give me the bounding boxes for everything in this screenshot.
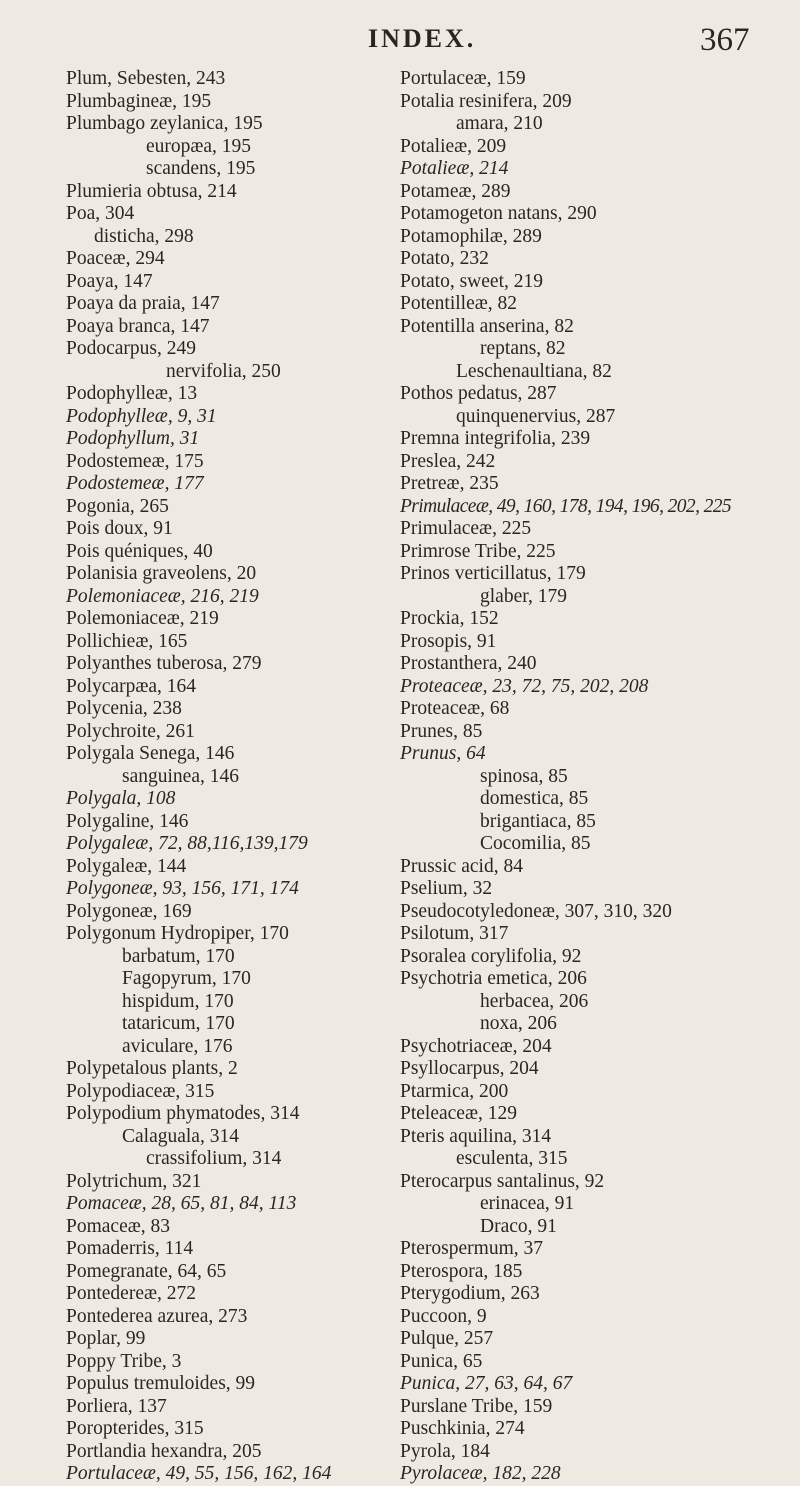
index-entry: Polygonum Hydropiper, 170 (66, 923, 289, 944)
index-entry: hispidum, 170 (122, 990, 234, 1012)
index-entry: Proteaceæ, 68 (400, 698, 510, 719)
index-entry: Polanisia graveolens, 20 (66, 563, 257, 584)
index-entry: Pseudocotyledoneæ, 307, 310, 320 (400, 900, 672, 922)
index-entry: Populus tremuloides, 99 (66, 1373, 256, 1394)
index-entry: Polygaleæ, 144 (66, 855, 187, 877)
index-entry: Pulque, 257 (400, 1328, 494, 1349)
index-entry: Plumieria obtusa, 214 (66, 180, 237, 202)
index-entry: Potalieæ, 214 (400, 158, 509, 179)
index-entry: Purslane Tribe, 159 (400, 1395, 553, 1417)
index-entry: Podostemeæ, 175 (66, 450, 204, 472)
index-entry: Pomaceæ, 28, 65, 81, 84, 113 (66, 1193, 297, 1214)
index-entry: esculenta, 315 (456, 1148, 568, 1169)
index-entry: Psychotria emetica, 206 (400, 968, 587, 989)
index-entry: Polemoniaceæ, 216, 219 (66, 585, 259, 607)
index-entry: Puccoon, 9 (400, 1305, 487, 1327)
index-entry: Portulaceæ, 49, 55, 156, 162, 164 (66, 1463, 332, 1484)
index-entry: Poaya da praia, 147 (66, 293, 220, 314)
index-entry: disticha, 298 (94, 225, 194, 247)
index-entry: Polypetalous plants, 2 (66, 1058, 238, 1079)
index-entry: Prunes, 85 (400, 720, 483, 742)
index-entry: amara, 210 (456, 113, 543, 134)
index-entry: Premna integrifolia, 239 (400, 428, 591, 449)
index-entry: Calaguala, 314 (122, 1125, 239, 1147)
index-entry: Podostemeæ, 177 (66, 473, 204, 494)
index-entry: Puschkinia, 274 (400, 1418, 525, 1439)
index-entry: Polemoniaceæ, 219 (66, 608, 219, 629)
index-entry: tataricum, 170 (122, 1013, 235, 1034)
index-entry: Potameæ, 289 (400, 180, 511, 202)
index-entry: Proteaceæ, 23, 72, 75, 202, 208 (400, 675, 649, 697)
index-entry: Polyanthes tuberosa, 279 (66, 653, 262, 674)
index-entry: brigantiaca, 85 (480, 810, 596, 832)
index-entry: Psyllocarpus, 204 (400, 1058, 539, 1079)
index-entry: europæa, 195 (146, 135, 252, 157)
index-entry: Primulaceæ, 49, 160, 178, 194, 196, 202, 225 (400, 495, 732, 517)
index-entry: Poppy Tribe, 3 (66, 1350, 182, 1372)
index-entry: Plum, Sebesten, 243 (66, 68, 226, 89)
index-entry: Porliera, 137 (66, 1395, 167, 1417)
index-entry: Pogonia, 265 (66, 495, 169, 517)
index-entry: Pollichieæ, 165 (66, 630, 188, 652)
index-entry: Podophylleæ, 9, 31 (66, 405, 217, 427)
index-entry: Pois doux, 91 (66, 518, 173, 539)
index-entry: Poaya branca, 147 (66, 315, 210, 337)
index-entry: reptans, 82 (480, 338, 566, 359)
index-entry: Polygaleæ, 72, 88,116,139,179 (66, 833, 308, 854)
index-entry: Psoralea corylifolia, 92 (400, 945, 582, 967)
index-column-right (400, 68, 796, 1486)
index-entry: Portulaceæ, 159 (400, 68, 526, 89)
index-entry: Potalieæ, 209 (400, 135, 507, 157)
index-entry: quinquenervius, 287 (456, 405, 616, 427)
index-entry: Podophylleæ, 13 (66, 383, 198, 404)
index-entry: herbacea, 206 (480, 990, 589, 1012)
index-entry: nervifolia, 250 (166, 360, 281, 382)
index-entry: Polygoneæ, 169 (66, 900, 192, 922)
index-entry: Pterospora, 185 (400, 1260, 523, 1282)
index-entry: Ptarmica, 200 (400, 1080, 509, 1102)
index-entry: Portlandia hexandra, 205 (66, 1440, 262, 1462)
index-entry: Pterygodium, 263 (400, 1283, 540, 1304)
index-entry: Potato, sweet, 219 (400, 270, 543, 292)
index-entry: Pontederea azurea, 273 (66, 1305, 248, 1327)
index-entry: Pretreæ, 235 (400, 473, 499, 494)
index-entry: Fagopyrum, 170 (122, 968, 251, 989)
index-entry: Podophyllum, 31 (66, 428, 200, 449)
page-number: 367 (700, 22, 750, 58)
index-entry: Polycenia, 238 (66, 698, 182, 719)
index-entry: noxa, 206 (480, 1013, 557, 1034)
index-entry: Cocomilia, 85 (480, 833, 591, 854)
index-entry: Leschenaultiana, 82 (456, 360, 612, 382)
index-entry: Poaceæ, 294 (66, 248, 165, 269)
index-entry: Pteleaceæ, 129 (400, 1103, 517, 1124)
index-entry: Pontedereæ, 272 (66, 1283, 196, 1304)
index-entry: Prinos verticillatus, 179 (400, 563, 586, 584)
index-entry: Pteris aquilina, 314 (400, 1125, 552, 1147)
index-entry: Primrose Tribe, 225 (400, 540, 556, 562)
index-entry: Prunus, 64 (400, 743, 486, 764)
index-entry: crassifolium, 314 (146, 1148, 282, 1169)
index-entry: Polycarpæa, 164 (66, 675, 196, 697)
index-entry: aviculare, 176 (122, 1035, 233, 1057)
index-entry: Polytrichum, 321 (66, 1170, 202, 1192)
index-entry: Poropterides, 315 (66, 1418, 204, 1439)
index-entry: Prosopis, 91 (400, 630, 497, 652)
index-entry: Potalia resinifera, 209 (400, 90, 572, 112)
index-entry: Potentilleæ, 82 (400, 293, 517, 314)
index-entry: Polygala, 108 (66, 788, 176, 809)
index-entry: Pothos pedatus, 287 (400, 383, 557, 404)
index-entry: Plumbagineæ, 195 (66, 90, 212, 112)
index-entry: Polychroite, 261 (66, 720, 195, 742)
index-entry: Pomaderris, 114 (66, 1238, 194, 1259)
index-entry: Potato, 232 (400, 248, 489, 269)
index-entry: erinacea, 91 (480, 1193, 575, 1214)
index-entry: Primulaceæ, 225 (400, 518, 532, 539)
index-entry: Polypodiaceæ, 315 (66, 1080, 215, 1102)
index-entry: Pois quéniques, 40 (66, 540, 213, 562)
index-entry: scandens, 195 (146, 158, 256, 179)
index-entry: Pyrolaceæ, 182, 228 (400, 1463, 561, 1484)
index-entry: Punica, 65 (400, 1350, 483, 1372)
index-entry: Prockia, 152 (400, 608, 499, 629)
index-entry: Preslea, 242 (400, 450, 496, 472)
index-entry: Poa, 304 (66, 203, 135, 224)
index-entry: Psilotum, 317 (400, 923, 509, 944)
index-entry: Pyrola, 184 (400, 1440, 490, 1462)
index-entry: barbatum, 170 (122, 945, 235, 967)
index-entry: Podocarpus, 249 (66, 338, 196, 359)
index-entry: Potamophilæ, 289 (400, 225, 542, 247)
index-entry: Pselium, 32 (400, 878, 493, 899)
index-entry: Punica, 27, 63, 64, 67 (400, 1373, 573, 1394)
index-entry: Plumbago zeylanica, 195 (66, 113, 263, 134)
index-entry: Prussic acid, 84 (400, 855, 523, 877)
index-entry: Polygaline, 146 (66, 810, 189, 832)
index-entry: Polygala Senega, 146 (66, 743, 235, 764)
index-entry: Poaya, 147 (66, 270, 153, 292)
index-entry: Pterospermum, 37 (400, 1238, 543, 1259)
index-entry: Poplar, 99 (66, 1328, 146, 1349)
index-entry: Prostanthera, 240 (400, 653, 537, 674)
index-entry: Draco, 91 (480, 1215, 557, 1237)
index-entry: Potamogeton natans, 290 (400, 203, 597, 224)
index-entry: spinosa, 85 (480, 765, 568, 787)
index-entry: Polypodium phymatodes, 314 (66, 1103, 300, 1124)
index-entry: Pterocarpus santalinus, 92 (400, 1170, 605, 1192)
index-entry: sanguinea, 146 (122, 765, 239, 787)
index-entry: Polygoneæ, 93, 156, 171, 174 (66, 878, 299, 899)
running-header: INDEX. (368, 24, 477, 53)
index-entry: Potentilla anserina, 82 (400, 315, 574, 337)
index-entry: Pomegranate, 64, 65 (66, 1260, 227, 1282)
index-entry: Psychotriaceæ, 204 (400, 1035, 552, 1057)
index-entry: Pomaceæ, 83 (66, 1215, 170, 1237)
index-entry: glaber, 179 (480, 585, 567, 607)
index-entry: domestica, 85 (480, 788, 589, 809)
index-column-left (66, 68, 386, 1486)
